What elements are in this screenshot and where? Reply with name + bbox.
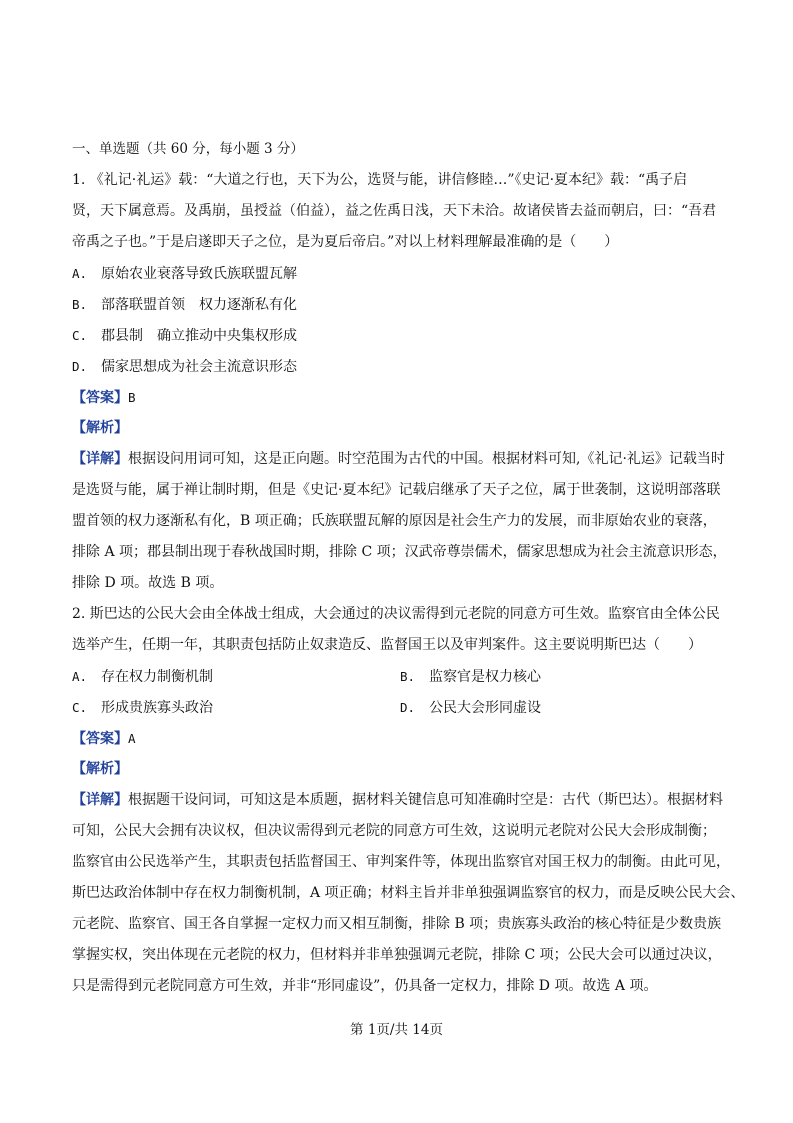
question-1-option-c [72,320,728,351]
option-letter: D. [400,700,416,715]
answer-tag: 【答案】 [72,731,128,747]
question-1-detail-line-3: 盟首领的权力逐渐私有化，B 项正确；氏族联盟瓦解的原因是社会生产力的发展，而非原始农业的衰落， [72,513,717,529]
question-1-analysis [72,413,728,444]
question-1 [72,165,728,599]
question-2-options-row-1 [72,661,728,692]
question-2-detail-line-3: 监察官由公民选举产生，其职责包括监督国王、审判案件等，体现出监察官对国王权力的制衡。由此可见， [72,854,730,870]
question-2-detail-line-7: 只是需得到元老院同意方可生效，并非“形同虚设”，仍具备一定权力，排除 D 项。故选 A 项。 [72,978,658,994]
question-1-option-a [72,258,728,289]
question-1-option-b [72,289,728,320]
question-2-option-d [400,692,728,723]
option-text: 形成贵族寡头政治 [101,700,213,716]
page-content [72,134,745,1002]
question-2-detail-line-2: 可知，公民大会拥有决议权，但决议需得到元老院的同意方可生效，这说明元老院对公民大会形成制衡； [72,823,716,839]
answer-value: B [128,390,136,405]
option-text: 监察官是权力核心 [429,669,541,685]
analysis-tag: 【解析】 [72,761,128,777]
question-2-detail-line-6: 掌握实权，突出体现在元老院的权力，但材料并非单独强调元老院，排除 C 项；公民大会可以通过决议， [72,947,722,963]
question-1-stem-line-2: 贤，天下属意焉。及禹崩，虽授益（伯益），益之佐禹日浅，天下未洽。故诸侯皆去益而朝启，曰：“吾君 [72,203,717,219]
option-letter: A. [72,669,88,684]
question-2-detail-line-5: 元老院、监察官、国王各自掌握一定权力而又相互制衡，排除 B 项；贵族寡头政治的核心特征是少数贵族 [72,916,722,932]
question-2 [72,599,745,1002]
question-1-detail-line-4: 排除 A 项；郡县制出现于春秋战国时期，排除 C 项；汉武帝尊崇儒术，儒家思想成为社会主流意识形态， [72,544,727,560]
question-2-detail-line-4: 斯巴达政治体制中存在权力制衡机制，A 项正确；材料主旨并非单独强调监察官的权力，而是反映公民大会、 [72,885,745,901]
question-2-stem-line-2: 选举产生，任期一年，其职责包括防止奴隶造反、监督国王以及审判案件。这主要说明斯巴达（ ） [72,637,702,653]
page-footer: 第 1页/共 14页 [350,1022,443,1038]
detail-text: 根据设问用词可知，这是正向题。时空范围为古代的中国。根据材料可知,《礼记·礼运》记载当时 [128,451,725,467]
question-1-detail-line-1 [72,444,728,475]
detail-text: 根据题干设问词，可知这是本质题，据材料关键信息可知准确时空是：古代（斯巴达）。根据材料 [128,792,723,808]
option-text: 郡县制 确立推动中央集权形成 [101,328,297,344]
question-1-option-d [72,351,728,382]
analysis-tag: 【解析】 [72,420,128,436]
question-2-option-a [72,661,400,692]
answer-value: A [128,731,136,746]
question-1-detail-line-5: 排除 D 项。故选 B 项。 [72,575,224,591]
question-2-option-c [72,692,400,723]
detail-tag: 【详解】 [72,451,128,467]
question-2-detail-line-1 [72,785,728,816]
option-letter: C. [72,700,88,715]
option-text: 存在权力制衡机制 [101,669,213,685]
question-2-options-row-2 [72,692,728,723]
question-2-analysis [72,754,728,785]
option-text: 公民大会形同虚设 [429,700,541,716]
question-1-answer [72,382,728,413]
option-letter: C. [72,328,88,343]
option-letter: B. [400,669,416,684]
question-2-option-b [400,661,728,692]
detail-tag: 【详解】 [72,792,128,808]
option-letter: D. [72,359,88,374]
question-2-answer [72,723,728,754]
option-text: 原始农业衰落导致氏族联盟瓦解 [101,266,297,282]
question-1-stem-line-1: 1. 《礼记·礼运》载：“大道之行也，天下为公，选贤与能，讲信修睦…”《史记·夏本纪》载：“禹子启 [72,172,688,188]
section-title: 一、单选题（共 60 分，每小题 3 分） [72,141,304,157]
option-letter: A. [72,266,88,281]
question-1-detail-line-2: 是选贤与能，属于禅让制时期，但是《史记·夏本纪》记载启继承了天子之位，属于世袭制，这说明部落联 [72,482,721,498]
option-letter: B. [72,297,88,312]
option-text: 儒家思想成为社会主流意识形态 [101,359,297,375]
option-text: 部落联盟首领 权力逐渐私有化 [101,297,297,313]
answer-tag: 【答案】 [72,390,128,406]
question-1-stem-line-3: 帝禹之子也。”于是启遂即天子之位，是为夏后帝启。”对以上材料理解最准确的是（ ） [72,234,619,250]
question-2-stem-line-1: 2. 斯巴达的公民大会由全体战士组成，大会通过的决议需得到元老院的同意方可生效。监察官由全体公民 [72,606,720,622]
